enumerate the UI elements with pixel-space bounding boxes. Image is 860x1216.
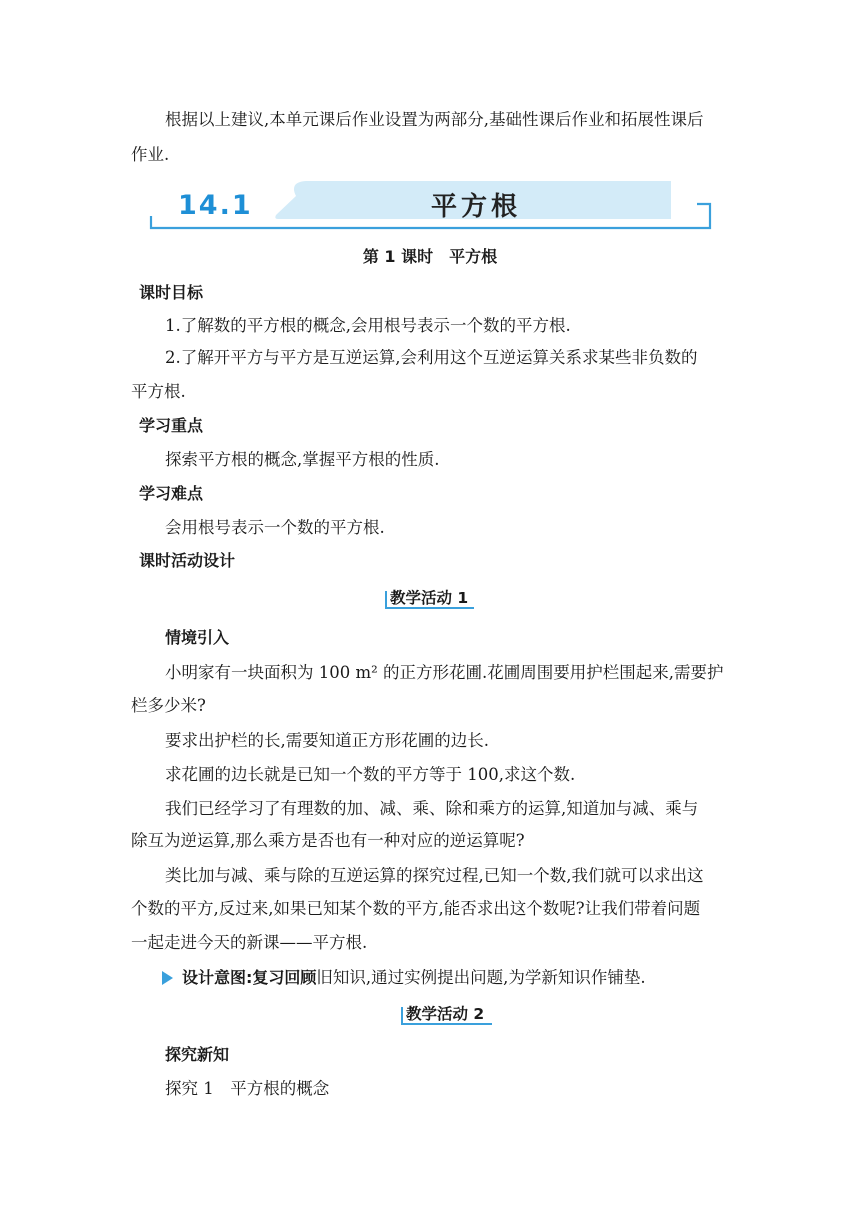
- lesson-title: 第 1 课时 平方根: [362, 247, 498, 266]
- key-points-text: 探索平方根的概念,掌握平方根的性质.: [165, 450, 440, 469]
- difficulties-heading: 学习难点: [139, 484, 204, 503]
- goals-heading: 课时目标: [139, 283, 204, 302]
- activity-1-p2: 要求出护栏的长,需要知道正方形花圃的边长.: [165, 731, 489, 750]
- activity-1-subheading: 情境引入: [165, 628, 230, 647]
- key-points-heading: 学习重点: [139, 416, 204, 435]
- activity-1-label: 教学活动 1: [390, 589, 469, 607]
- activity-2-tag: [400, 1001, 494, 1029]
- explore-1-heading: 探究 1 平方根的概念: [165, 1079, 330, 1098]
- section-banner: [148, 178, 714, 232]
- section-title: 平方根: [430, 192, 521, 222]
- intro-line-1: 根据以上建议,本单元课后作业设置为两部分,基础性课后作业和拓展性课后: [165, 110, 704, 129]
- goal-item-2-line-2: 平方根.: [131, 382, 186, 401]
- design-intent-text: 旧知识,通过实例提出问题,为学新知识作铺垫.: [316, 968, 646, 987]
- goal-item-1: 1.了解数的平方根的概念,会用根号表示一个数的平方根.: [165, 316, 571, 335]
- intro-line-2: 作业.: [131, 145, 170, 164]
- activity-1-p5-line-2: 个数的平方,反过来,如果已知某个数的平方,能否求出这个数呢?让我们带着问题: [131, 899, 701, 918]
- activity-1-p3: 求花圃的边长就是已知一个数的平方等于 100,求这个数.: [165, 765, 576, 784]
- activity-1-p1-line-1: 小明家有一块面积为 100 m² 的正方形花圃.花圃周围要用护栏围起来,需要护: [165, 663, 724, 682]
- design-heading: 课时活动设计: [139, 551, 236, 570]
- goal-item-2-line-1: 2.了解开平方与平方是互逆运算,会利用这个互逆运算关系求某些非负数的: [165, 348, 698, 367]
- activity-2-label: 教学活动 2: [406, 1005, 485, 1023]
- activity-1-p1-line-2: 栏多少米?: [131, 696, 206, 715]
- activity-1-p5-line-1: 类比加与减、乘与除的互逆运算的探究过程,已知一个数,我们就可以求出这: [165, 866, 704, 885]
- activity-1-p5-line-3: 一起走进今天的新课——平方根.: [131, 933, 368, 952]
- activity-1-p4-line-1: 我们已经学习了有理数的加、减、乘、除和乘方的运算,知道加与减、乘与: [165, 799, 699, 818]
- section-number: 14.1: [178, 190, 253, 221]
- activity-1-p4-line-2: 除互为逆运算,那么乘方是否也有一种对应的逆运算呢?: [131, 831, 525, 850]
- difficulties-text: 会用根号表示一个数的平方根.: [165, 518, 385, 537]
- activity-1-tag: [384, 585, 476, 613]
- activity-2-subheading: 探究新知: [165, 1045, 230, 1064]
- design-intent: [182, 966, 646, 990]
- design-intent-bold: 复习回顾: [252, 968, 317, 987]
- triangle-bullet-icon: [162, 971, 173, 985]
- design-intent-label: 设计意图:: [182, 968, 253, 987]
